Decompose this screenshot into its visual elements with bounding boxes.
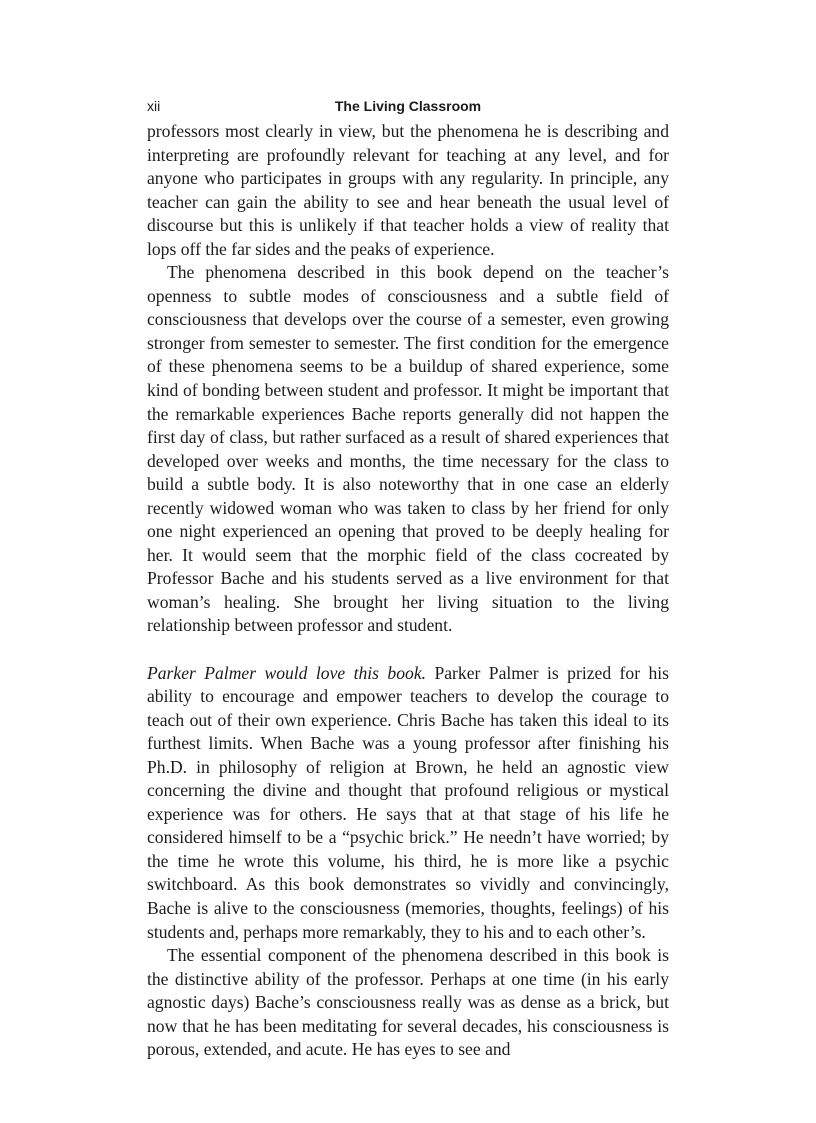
section-break: [147, 638, 669, 662]
paragraph-3: [147, 662, 669, 945]
running-head: [147, 92, 669, 120]
paragraph-3-text: Parker Palmer is prized for his ability to encourage and empower teachers to develop the courage to teach out of their own experience. Chris Bache has taken this ideal to its furthest limits. When Bache was a young professor after finishing his Ph.D. in philosophy of religion at Brown, he held an agnostic view concerning the divine and thought that profound religious or mystical experience was for others. He says that at that stage of his life he considered himself to be a “psychic brick.” He needn’t have worried; by the time he wrote this volume, his third, he is more like a psychic switchboard. As this book demonstrates so vividly and convincingly, Bache is alive to the consciousness (memories, thoughts, feelings) of his students and, perhaps more remarkably, they to his and to each other’s.: [147, 662, 669, 942]
running-title: The Living Classroom: [334, 98, 482, 114]
body-text: [147, 120, 669, 1062]
book-page: [147, 92, 669, 1062]
paragraph-2: The phenomena described in this book depend on the teacher’s openness to subtle modes of consciousness and a subtle field of consciousness that develops over the course of a semester, even growing stronger from semester to semester. The first condition for the emergence of these phenomena seems to be a buildup of shared experience, some kind of bonding between student and professor. It might be important that the remarkable experiences Bache reports generally did not happen the first day of class, but rather surfaced as a result of shared experiences that developed over weeks and months, the time necessary for the class to build a subtle body. It is also noteworthy that in one case an elderly recently widowed woman who was taken to class by her friend for only one night experienced an opening that proved to be deeply healing for her. It would seem that the morphic field of the class cocreated by Professor Bache and his students served as a live environment for that woman’s healing. She brought her living situation to the living relationship between professor and student.: [147, 262, 669, 636]
page-number: xii: [147, 98, 161, 114]
paragraph-4: The essential component of the phenomena described in this book is the distinctive ability of the professor. Perhaps at one time (in his early agnostic days) Bache’s consciousness really was as dense as a brick, but now that he has been meditating for several decades, his consciousness is porous, extended, and acute. He has eyes to see and: [147, 945, 669, 1060]
paragraph-3-lead: Parker Palmer would love this book.: [147, 662, 427, 683]
paragraph-1: professors most clearly in view, but the phenomena he is describing and interpreting are profoundly relevant for teaching at any level, and for anyone who participates in groups with any regularity. In principle, any teacher can gain the ability to see and hear beneath the usual level of discourse but this is unlikely if that teacher holds a view of reality that lops off the far sides and the peaks of experience.: [147, 121, 669, 259]
